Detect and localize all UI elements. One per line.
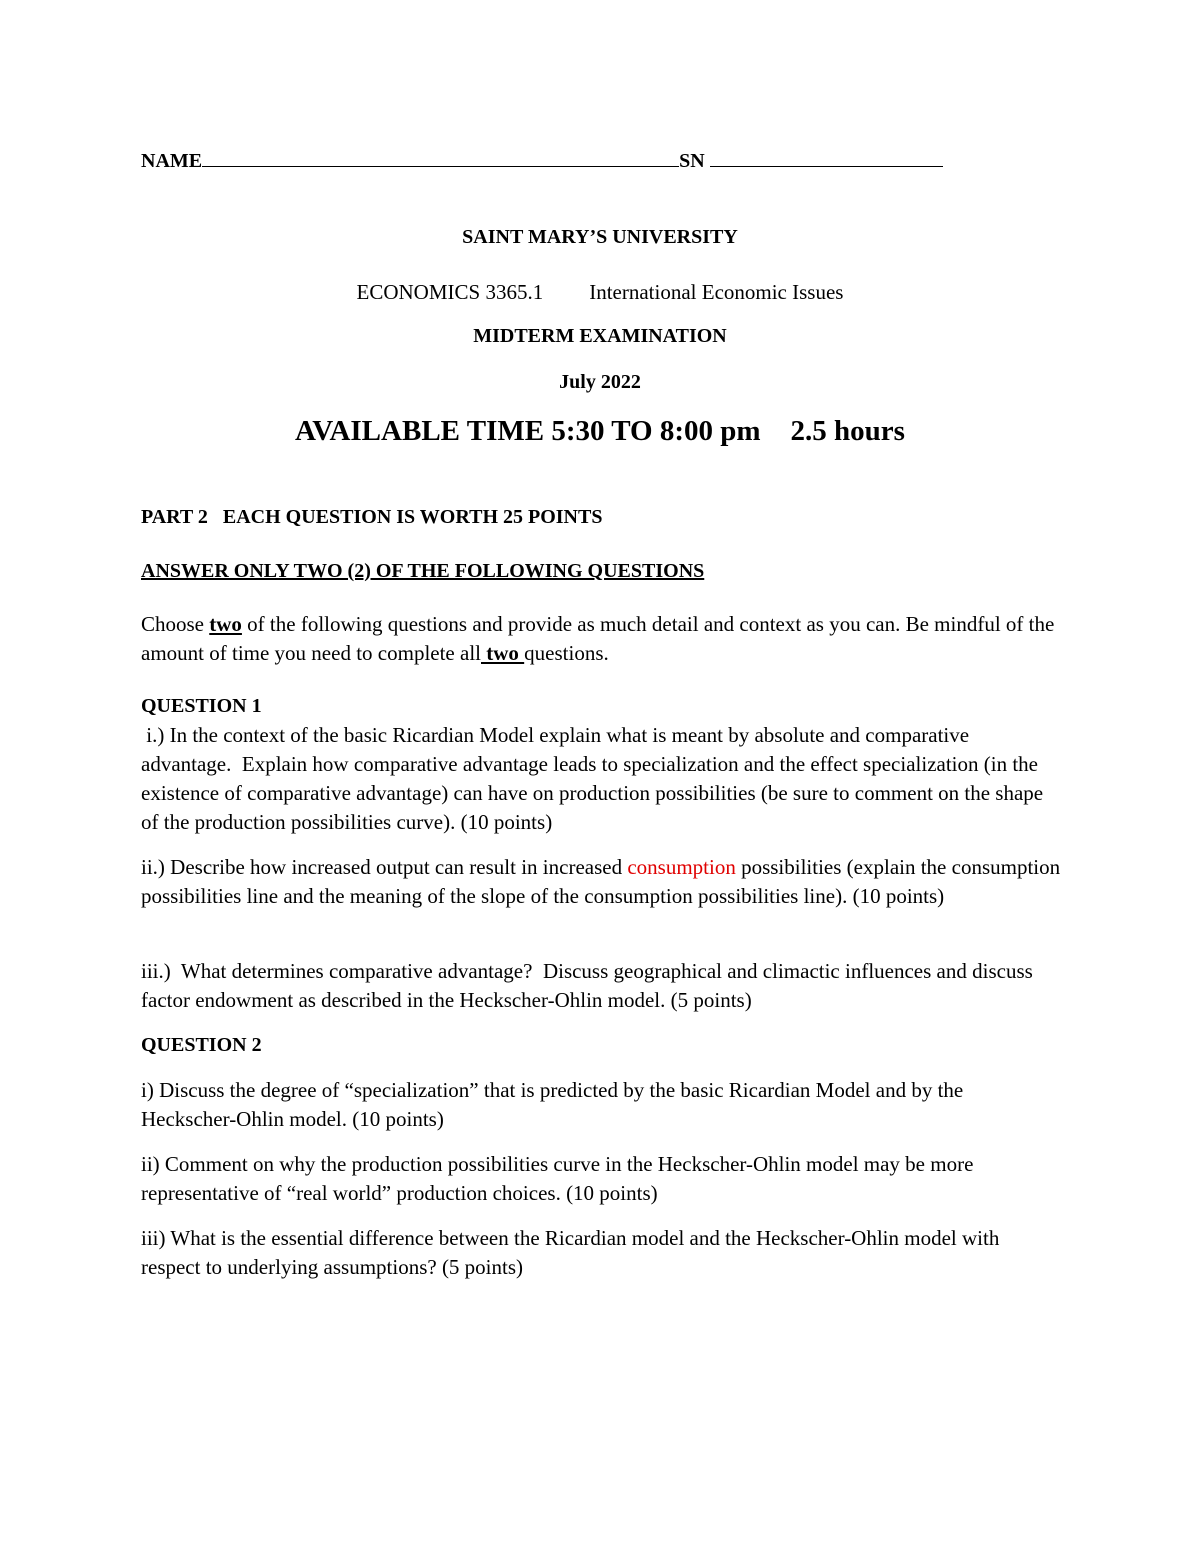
question-2-part-i <box>141 1076 1061 1134</box>
question-2-heading: QUESTION 2 <box>141 1034 262 1056</box>
university-title: SAINT MARY’S UNIVERSITY <box>462 226 738 248</box>
name-sn-line <box>141 144 971 176</box>
answer-instruction: ANSWER ONLY TWO (2) OF THE FOLLOWING QUESTIONS <box>141 560 705 582</box>
course-name: International Economic Issues <box>589 280 844 304</box>
sn-blank <box>710 144 943 167</box>
course-line <box>141 278 1059 307</box>
q2-ii-text: ii) Comment on why the production possibilities curve in the Heckscher-Ohlin model may be more representative of “real world” production choices. (10 points) <box>141 1152 974 1205</box>
q1-ii-highlight: consumption <box>627 855 736 879</box>
exam-date: July 2022 <box>559 371 641 393</box>
duration: 2.5 hours <box>790 415 905 447</box>
question-2-part-iii <box>141 1224 1061 1282</box>
q2-iii-text: iii) What is the essential difference between the Ricardian model and the Heckscher-Ohlin model with respect to underlying assumptions? (5 points) <box>141 1226 1000 1279</box>
intro-paragraph <box>141 610 1061 668</box>
intro-text-c: questions. <box>524 641 609 665</box>
q1-i-text: i.) In the context of the basic Ricardian Model explain what is meant by absolute and comparative advantage. Explain how comparative advantage leads to specialization and the effect specialization (in the existence of comparative advantage) can have on production possibilities (be sure to comment on the shape of the production possibilities curve). (10 points) <box>141 723 1049 834</box>
intro-two: two <box>209 612 242 636</box>
intro-text-a: Choose <box>141 612 210 636</box>
question-1-part-ii <box>141 853 1061 911</box>
question-1-part-iii <box>141 957 1061 1015</box>
course-code: ECONOMICS 3365.1 <box>356 280 544 304</box>
question-1-heading: QUESTION 1 <box>141 695 262 717</box>
question-1-part-i <box>141 721 1061 837</box>
intro-text-b: of the following questions and provide as much detail and context as you can. Be mindful of the amount of time you need to complete all <box>141 612 1055 665</box>
q1-ii-text-b: possibilities (explain the consumption possibilities line and the meaning of the slope of the consumption possibilities line). (10 points) <box>141 855 1061 908</box>
exam-title: MIDTERM EXAMINATION <box>473 325 727 347</box>
q1-ii-text-a: ii.) Describe how increased output can result in increased <box>141 855 628 879</box>
q2-i-text: i) Discuss the degree of “specialization” that is predicted by the basic Ricardian Model and by the Heckscher-Ohlin model. (10 points) <box>141 1078 964 1131</box>
intro-two-2: two <box>481 641 525 665</box>
q1-iii-text: iii.) What determines comparative advantage? Discuss geographical and climactic influences and discuss factor endowment as described in the Heckscher-Ohlin model. (5 points) <box>141 959 1039 1012</box>
time-range: AVAILABLE TIME 5:30 TO 8:00 pm <box>295 415 761 447</box>
available-time <box>141 413 1059 449</box>
name-blank <box>202 144 679 167</box>
question-2-part-ii <box>141 1150 1061 1208</box>
sn-label: SN <box>679 150 705 172</box>
part-heading: PART 2 EACH QUESTION IS WORTH 25 POINTS <box>141 506 603 528</box>
name-label: NAME <box>141 150 203 172</box>
